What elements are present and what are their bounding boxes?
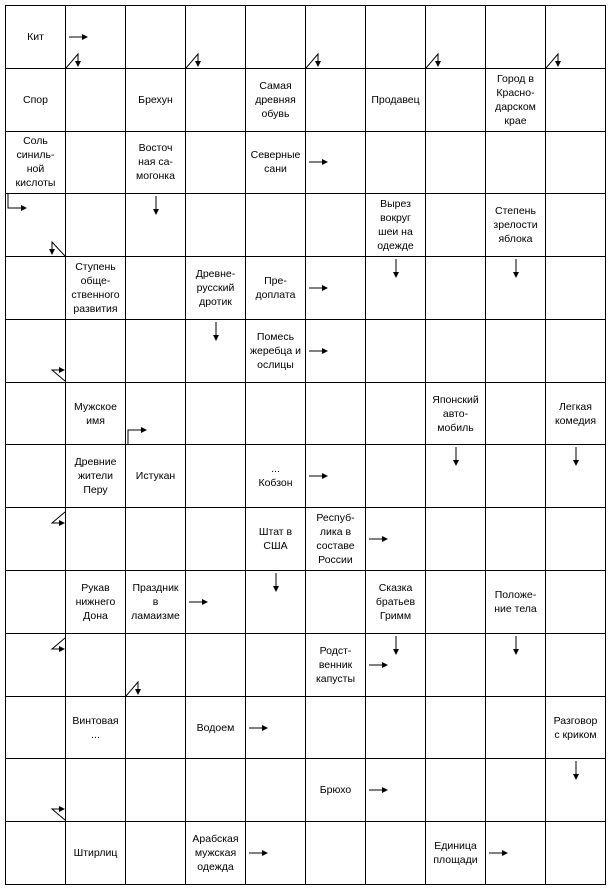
clue-text bbox=[495, 72, 536, 128]
answer-cell[interactable] bbox=[486, 822, 546, 885]
clue-cell bbox=[306, 759, 366, 822]
answer-cell[interactable] bbox=[426, 6, 486, 69]
answer-cell[interactable] bbox=[6, 257, 66, 320]
answer-cell[interactable] bbox=[306, 69, 366, 132]
clue-cell bbox=[366, 69, 426, 132]
clue-text bbox=[192, 832, 238, 874]
clue-cell bbox=[246, 69, 306, 132]
clue-cell bbox=[546, 697, 606, 760]
answer-cell[interactable] bbox=[546, 508, 606, 571]
clue-text bbox=[255, 79, 296, 121]
answer-cell[interactable] bbox=[366, 6, 426, 69]
clue-line: мобиль bbox=[437, 421, 474, 434]
clue-text bbox=[316, 511, 354, 567]
clue-text bbox=[136, 141, 175, 183]
answer-cell[interactable] bbox=[126, 383, 186, 446]
clue-line: Спор bbox=[23, 93, 48, 106]
answer-cell[interactable] bbox=[186, 508, 246, 571]
clue-line: Штат в bbox=[258, 526, 293, 539]
diagonal-arrow-down-from-bottom-left-icon bbox=[126, 678, 146, 696]
answer-cell[interactable] bbox=[126, 697, 186, 760]
clue-line: Разговор bbox=[553, 714, 598, 727]
answer-cell[interactable] bbox=[186, 571, 246, 634]
answer-cell[interactable] bbox=[546, 759, 606, 822]
arrow-right-icon bbox=[369, 534, 389, 544]
answer-cell[interactable] bbox=[6, 194, 66, 257]
clue-text bbox=[433, 839, 477, 867]
answer-cell[interactable] bbox=[306, 571, 366, 634]
clue-cell bbox=[126, 445, 186, 508]
clue-line: мужская bbox=[194, 847, 237, 860]
answer-cell[interactable] bbox=[486, 759, 546, 822]
answer-cell[interactable] bbox=[66, 69, 126, 132]
clue-line: Праздник bbox=[132, 581, 179, 594]
answer-cell[interactable] bbox=[306, 445, 366, 508]
arrow-right-icon bbox=[249, 848, 269, 858]
clue-line: Древние bbox=[74, 456, 117, 469]
answer-cell[interactable] bbox=[546, 69, 606, 132]
answer-cell[interactable] bbox=[246, 571, 306, 634]
arrow-right-icon bbox=[249, 723, 269, 733]
answer-cell[interactable] bbox=[66, 320, 126, 383]
answer-cell[interactable] bbox=[246, 822, 306, 885]
clue-line: Вырез bbox=[380, 198, 411, 211]
clue-line: Единица bbox=[434, 840, 477, 853]
clue-line: дарском bbox=[495, 100, 536, 113]
diagonal-arrow-right-from-bottom-right-icon bbox=[49, 804, 65, 820]
answer-cell[interactable] bbox=[546, 320, 606, 383]
clue-cell bbox=[66, 822, 126, 885]
answer-cell[interactable] bbox=[366, 320, 426, 383]
clue-line: Кобзон bbox=[258, 477, 293, 490]
clue-line: с криком bbox=[554, 728, 597, 741]
diagonal-arrow-down-from-bottom-left-icon bbox=[186, 50, 206, 68]
clue-text bbox=[74, 846, 118, 860]
answer-cell[interactable] bbox=[126, 759, 186, 822]
answer-cell[interactable] bbox=[246, 634, 306, 697]
answer-cell[interactable] bbox=[246, 759, 306, 822]
clue-cell bbox=[366, 571, 426, 634]
clue-cell bbox=[66, 383, 126, 446]
answer-cell[interactable] bbox=[426, 697, 486, 760]
arrow-down-icon bbox=[271, 573, 281, 593]
answer-cell[interactable] bbox=[126, 508, 186, 571]
clue-line: авто- bbox=[442, 407, 469, 420]
clue-line: Восточ bbox=[138, 142, 173, 155]
clue-text bbox=[376, 581, 415, 623]
clue-line: жеребца и bbox=[249, 344, 302, 357]
answer-cell[interactable] bbox=[546, 571, 606, 634]
clue-cell bbox=[66, 697, 126, 760]
clue-line: Кит bbox=[27, 30, 44, 43]
arrow-down-icon bbox=[571, 761, 581, 781]
clue-cell bbox=[6, 132, 66, 195]
answer-cell[interactable] bbox=[306, 6, 366, 69]
answer-cell[interactable] bbox=[6, 508, 66, 571]
diagonal-arrow-down-from-bottom-left-icon bbox=[546, 50, 566, 68]
answer-cell[interactable] bbox=[306, 194, 366, 257]
clue-text bbox=[197, 721, 235, 735]
answer-cell[interactable] bbox=[366, 508, 426, 571]
clue-cell bbox=[126, 69, 186, 132]
answer-cell[interactable] bbox=[6, 571, 66, 634]
clue-cell bbox=[246, 132, 306, 195]
answer-cell[interactable] bbox=[126, 257, 186, 320]
clue-text bbox=[256, 274, 296, 302]
clue-line: обувь bbox=[261, 107, 290, 120]
clue-cell bbox=[246, 445, 306, 508]
clue-cell bbox=[426, 383, 486, 446]
clue-text bbox=[196, 267, 236, 309]
clue-cell bbox=[6, 6, 66, 69]
clue-line: Родст- bbox=[319, 644, 352, 657]
clue-line: доплата bbox=[255, 289, 296, 302]
answer-cell[interactable] bbox=[486, 320, 546, 383]
arrow-down-icon bbox=[211, 322, 221, 342]
clue-cell bbox=[126, 571, 186, 634]
clue-line: Положе- bbox=[494, 588, 537, 601]
arrow-down-icon bbox=[391, 259, 401, 279]
clue-text bbox=[259, 525, 292, 553]
clue-text bbox=[377, 197, 413, 253]
arrow-right-icon bbox=[309, 157, 329, 167]
clue-line: Перу bbox=[83, 484, 108, 497]
clue-line: обще- bbox=[80, 275, 111, 288]
answer-cell[interactable] bbox=[306, 697, 366, 760]
clue-line: Винтовая bbox=[72, 714, 119, 727]
clue-line: ... bbox=[91, 728, 100, 741]
answer-cell[interactable] bbox=[426, 571, 486, 634]
clue-line: Водоем bbox=[196, 721, 235, 734]
clue-text bbox=[71, 260, 119, 316]
clue-line: Самая bbox=[259, 79, 292, 92]
answer-cell[interactable] bbox=[366, 759, 426, 822]
answer-cell[interactable] bbox=[66, 508, 126, 571]
answer-cell[interactable] bbox=[366, 257, 426, 320]
answer-cell[interactable] bbox=[426, 445, 486, 508]
arrow-right-icon bbox=[309, 346, 329, 356]
clue-line: площади bbox=[433, 854, 478, 867]
clue-line: Легкая bbox=[559, 400, 592, 413]
arrow-down-icon bbox=[571, 447, 581, 467]
clue-line: крае bbox=[504, 114, 527, 127]
answer-cell[interactable] bbox=[546, 194, 606, 257]
clue-text bbox=[316, 644, 355, 686]
clue-cell bbox=[246, 320, 306, 383]
clue-line: России bbox=[318, 554, 353, 567]
clue-line: комедия bbox=[554, 414, 597, 427]
bent-arrow-right-from-bottom-icon bbox=[126, 426, 148, 444]
diagonal-arrow-down-from-bottom-right-icon bbox=[45, 238, 65, 256]
clue-line: развития bbox=[73, 303, 118, 316]
clue-text bbox=[320, 783, 351, 797]
clue-text bbox=[72, 714, 118, 742]
answer-cell[interactable] bbox=[486, 132, 546, 195]
answer-cell[interactable] bbox=[306, 383, 366, 446]
answer-cell[interactable] bbox=[66, 759, 126, 822]
answer-cell[interactable] bbox=[186, 634, 246, 697]
answer-cell[interactable] bbox=[186, 194, 246, 257]
clue-line: США bbox=[263, 540, 288, 553]
clue-text bbox=[76, 581, 116, 623]
answer-cell[interactable] bbox=[486, 257, 546, 320]
answer-cell[interactable] bbox=[546, 822, 606, 885]
clue-line: Мужское bbox=[74, 400, 117, 413]
clue-line: Арабская bbox=[192, 833, 239, 846]
answer-cell[interactable] bbox=[186, 69, 246, 132]
answer-cell[interactable] bbox=[426, 759, 486, 822]
clue-cell bbox=[486, 69, 546, 132]
answer-cell[interactable] bbox=[6, 759, 66, 822]
clue-line: в bbox=[152, 595, 159, 608]
clue-line: сани bbox=[264, 163, 287, 176]
answer-cell[interactable] bbox=[426, 132, 486, 195]
clue-cell bbox=[186, 822, 246, 885]
clue-text bbox=[250, 330, 301, 372]
clue-text bbox=[554, 714, 598, 742]
clue-line: Ступень bbox=[75, 261, 116, 274]
arrow-right-icon bbox=[369, 660, 389, 670]
diagonal-arrow-right-from-top-right-icon bbox=[49, 512, 65, 528]
answer-cell[interactable] bbox=[306, 257, 366, 320]
answer-cell[interactable] bbox=[6, 383, 66, 446]
arrow-down-icon bbox=[451, 447, 461, 467]
clue-cell bbox=[66, 571, 126, 634]
answer-cell[interactable] bbox=[366, 383, 426, 446]
answer-cell[interactable] bbox=[246, 697, 306, 760]
clue-text bbox=[23, 93, 48, 107]
answer-cell[interactable] bbox=[426, 320, 486, 383]
clue-text bbox=[371, 93, 419, 107]
clue-line: могонка bbox=[136, 170, 175, 183]
answer-cell[interactable] bbox=[6, 634, 66, 697]
clue-line: древняя bbox=[255, 93, 296, 106]
clue-text bbox=[494, 588, 537, 616]
clue-line: Красно- bbox=[496, 86, 535, 99]
answer-cell[interactable] bbox=[486, 508, 546, 571]
clue-cell bbox=[6, 69, 66, 132]
crossword-grid bbox=[5, 5, 606, 885]
clue-line: Гримм bbox=[379, 609, 412, 622]
answer-cell[interactable] bbox=[66, 194, 126, 257]
bent-arrow-right-from-top-icon bbox=[6, 194, 28, 212]
clue-cell bbox=[66, 257, 126, 320]
clue-line: ослицы bbox=[257, 358, 294, 371]
clue-cell bbox=[66, 445, 126, 508]
clue-line: ламаизме bbox=[131, 609, 180, 622]
answer-cell[interactable] bbox=[186, 132, 246, 195]
clue-text bbox=[16, 134, 56, 190]
clue-line: Пре- bbox=[264, 275, 287, 288]
answer-cell[interactable] bbox=[246, 383, 306, 446]
diagonal-arrow-down-from-bottom-left-icon bbox=[306, 50, 326, 68]
clue-text bbox=[258, 462, 292, 490]
answer-cell[interactable] bbox=[546, 445, 606, 508]
answer-cell[interactable] bbox=[6, 445, 66, 508]
clue-line: зрелости bbox=[493, 219, 538, 232]
answer-cell[interactable] bbox=[426, 634, 486, 697]
arrow-down-icon bbox=[391, 636, 401, 656]
answer-cell[interactable] bbox=[546, 132, 606, 195]
answer-cell[interactable] bbox=[486, 445, 546, 508]
answer-cell[interactable] bbox=[66, 132, 126, 195]
diagonal-arrow-down-from-bottom-left-icon bbox=[66, 50, 86, 68]
clue-cell bbox=[486, 194, 546, 257]
clue-cell bbox=[126, 132, 186, 195]
clue-line: одежде bbox=[377, 240, 414, 253]
answer-cell[interactable] bbox=[6, 822, 66, 885]
clue-line: Помесь bbox=[256, 330, 295, 343]
answer-cell[interactable] bbox=[126, 822, 186, 885]
clue-line: ная са- bbox=[138, 156, 173, 169]
clue-cell bbox=[546, 383, 606, 446]
clue-text bbox=[555, 400, 596, 428]
answer-cell[interactable] bbox=[6, 697, 66, 760]
answer-cell[interactable] bbox=[426, 508, 486, 571]
answer-cell[interactable] bbox=[186, 320, 246, 383]
answer-cell[interactable] bbox=[486, 383, 546, 446]
clue-line: русский bbox=[196, 282, 235, 295]
clue-line: Дона bbox=[83, 609, 108, 622]
answer-cell[interactable] bbox=[246, 194, 306, 257]
clue-line: ние тела bbox=[494, 602, 537, 615]
answer-cell[interactable] bbox=[66, 634, 126, 697]
arrow-right-icon bbox=[309, 471, 329, 481]
clue-line: Брехун bbox=[138, 93, 173, 106]
clue-line: Рукав bbox=[81, 581, 110, 594]
answer-cell[interactable] bbox=[306, 320, 366, 383]
clue-line: Продавец bbox=[371, 93, 420, 106]
answer-cell[interactable] bbox=[546, 634, 606, 697]
clue-line: Соль bbox=[23, 135, 48, 148]
answer-cell[interactable] bbox=[186, 383, 246, 446]
clue-line: одежда bbox=[197, 861, 234, 874]
clue-line: капусты bbox=[315, 672, 356, 685]
answer-cell[interactable] bbox=[66, 6, 126, 69]
arrow-down-icon bbox=[511, 636, 521, 656]
answer-cell[interactable] bbox=[126, 6, 186, 69]
clue-line: составе bbox=[316, 540, 355, 553]
answer-cell[interactable] bbox=[366, 697, 426, 760]
answer-cell[interactable] bbox=[186, 759, 246, 822]
clue-cell bbox=[306, 634, 366, 697]
answer-cell[interactable] bbox=[486, 697, 546, 760]
diagonal-arrow-right-from-bottom-right-icon bbox=[49, 365, 65, 381]
clue-line: Город в bbox=[497, 72, 534, 85]
clue-cell bbox=[246, 257, 306, 320]
clue-line: Истукан bbox=[135, 470, 176, 483]
clue-text bbox=[138, 93, 173, 107]
clue-cell bbox=[186, 257, 246, 320]
arrow-right-icon bbox=[309, 283, 329, 293]
clue-cell bbox=[246, 508, 306, 571]
answer-cell[interactable] bbox=[6, 320, 66, 383]
clue-line: вокруг bbox=[380, 212, 411, 225]
clue-text bbox=[27, 30, 44, 44]
answer-cell[interactable] bbox=[306, 822, 366, 885]
arrow-right-icon bbox=[69, 32, 89, 42]
diagonal-arrow-down-from-bottom-left-icon bbox=[426, 50, 446, 68]
clue-line: Штирлиц bbox=[73, 847, 118, 860]
clue-line: венник bbox=[318, 658, 353, 671]
arrow-right-icon bbox=[189, 597, 209, 607]
answer-cell[interactable] bbox=[246, 6, 306, 69]
arrow-down-icon bbox=[511, 259, 521, 279]
answer-cell[interactable] bbox=[126, 194, 186, 257]
clue-cell bbox=[366, 194, 426, 257]
clue-text bbox=[136, 469, 175, 483]
clue-line: Северные bbox=[250, 149, 301, 162]
clue-line: яблока bbox=[498, 233, 533, 246]
clue-line: Брюхо bbox=[319, 784, 352, 797]
clue-line: ной bbox=[26, 163, 45, 176]
clue-cell bbox=[426, 822, 486, 885]
clue-cell bbox=[186, 697, 246, 760]
clue-line: жители bbox=[77, 470, 114, 483]
clue-text bbox=[432, 393, 478, 435]
clue-text bbox=[75, 455, 117, 497]
answer-cell[interactable] bbox=[126, 634, 186, 697]
clue-line: лика в bbox=[319, 526, 352, 539]
arrow-down-icon bbox=[151, 196, 161, 216]
answer-cell[interactable] bbox=[486, 634, 546, 697]
clue-text bbox=[74, 400, 117, 428]
answer-cell[interactable] bbox=[426, 257, 486, 320]
clue-line: Сказка bbox=[378, 581, 413, 594]
answer-cell[interactable] bbox=[186, 445, 246, 508]
answer-cell[interactable] bbox=[366, 445, 426, 508]
clue-line: шеи на bbox=[378, 226, 413, 239]
clue-text bbox=[493, 204, 537, 246]
clue-text bbox=[251, 148, 301, 176]
answer-cell[interactable] bbox=[306, 132, 366, 195]
clue-line: братьев bbox=[375, 595, 416, 608]
arrow-right-icon bbox=[489, 848, 509, 858]
answer-cell[interactable] bbox=[426, 194, 486, 257]
arrow-right-icon bbox=[369, 785, 389, 795]
clue-line: дротик bbox=[199, 296, 232, 309]
answer-cell[interactable] bbox=[426, 69, 486, 132]
answer-cell[interactable] bbox=[186, 6, 246, 69]
answer-cell[interactable] bbox=[546, 257, 606, 320]
answer-cell[interactable] bbox=[126, 320, 186, 383]
clue-line: кислоты bbox=[15, 177, 56, 190]
clue-text bbox=[131, 581, 180, 623]
clue-cell bbox=[306, 508, 366, 571]
answer-cell[interactable] bbox=[546, 6, 606, 69]
clue-line: Степень bbox=[495, 205, 536, 218]
answer-cell[interactable] bbox=[366, 634, 426, 697]
clue-line: синиль- bbox=[16, 149, 55, 162]
clue-line: Древне- bbox=[195, 268, 236, 281]
clue-line: нижнего bbox=[75, 595, 116, 608]
clue-line: Японский bbox=[432, 393, 479, 406]
answer-cell[interactable] bbox=[366, 822, 426, 885]
clue-cell bbox=[486, 571, 546, 634]
clue-line: ственного bbox=[71, 289, 120, 302]
clue-line: ... bbox=[271, 463, 280, 476]
clue-line: Респуб- bbox=[316, 512, 355, 525]
clue-line: имя bbox=[86, 414, 105, 427]
answer-cell[interactable] bbox=[366, 132, 426, 195]
diagonal-arrow-right-from-top-right-icon bbox=[49, 638, 65, 654]
answer-cell[interactable] bbox=[486, 6, 546, 69]
